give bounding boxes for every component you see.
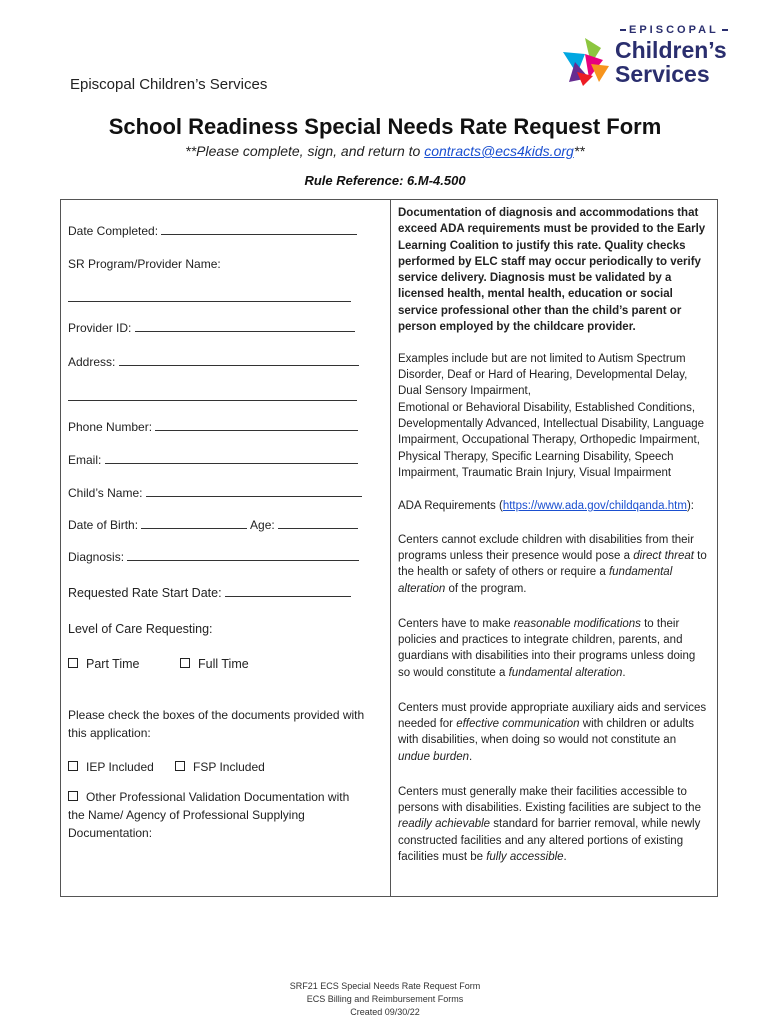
full-time-label: Full Time <box>198 657 249 671</box>
instructions <box>0 143 770 159</box>
rule-reference: Rule Reference: 6.M-4.500 <box>304 173 466 188</box>
fsp-label: FSP Included <box>193 760 265 774</box>
documents-instruction-line1: Please check the boxes of the documents provided with <box>68 708 365 722</box>
iep-label: IEP Included <box>86 760 154 774</box>
column-divider <box>390 199 391 897</box>
address-label: Address: <box>68 355 116 369</box>
colorful-leaves-icon <box>555 32 613 88</box>
part-time-label: Part Time <box>86 657 140 671</box>
provider-id-field[interactable] <box>68 321 355 335</box>
age-label: Age: <box>250 518 275 532</box>
form-title: School Readiness Special Needs Rate Request Form <box>108 114 662 139</box>
instructions-suffix: ** <box>573 143 585 159</box>
footer-category: ECS Billing and Reimbursement Forms <box>306 994 464 1004</box>
age-field[interactable] <box>278 518 358 529</box>
ada-suffix: ): <box>686 500 694 512</box>
logo-episcopal-text: EPISCOPAL <box>617 24 731 36</box>
date-of-birth-label: Date of Birth: <box>68 518 139 532</box>
iep-checkbox[interactable] <box>68 761 78 771</box>
full-time-checkbox[interactable] <box>180 658 190 668</box>
footer-created-date: Created 09/30/22 <box>350 1007 420 1017</box>
part-time-option[interactable] <box>68 657 140 671</box>
other-documentation-label-line2: the Name/ Agency of Professional Supplying <box>68 808 305 822</box>
diagnosis-field[interactable] <box>68 550 359 564</box>
examples-paragraph-2: Emotional or Behavioral Disability, Established Conditions, Developmentally Advanced, Intellectual Disability, Language Impairment, Occupational Therapy, Orthopedic Impairment, Physical Therapy, Specific Learning Disability, Speech Impairment, Traumatic Brain Injury, Visual Impairment <box>398 402 705 479</box>
diagnosis-label: Diagnosis: <box>68 550 125 564</box>
ada-prefix: ADA Requirements ( <box>398 500 503 512</box>
examples-paragraph-1: Examples include but are not limited to Autism Spectrum Disorder, Deaf or Hard of Hearing, Developmental Delay, Dual Sensory Impairment, <box>398 353 688 398</box>
ada-paragraph-1: Centers cannot exclude children with disabilities from their programs unless their presence would pose a direct threat to the health or safety of others or require a fundamental alteration of the program. <box>398 534 707 595</box>
date-completed-field[interactable] <box>68 224 357 238</box>
ada-link[interactable]: https://www.ada.gov/childqanda.htm <box>502 500 687 512</box>
rate-start-date-label: Requested Rate Start Date: <box>68 586 222 600</box>
phone-number-field[interactable] <box>68 420 358 434</box>
logo-services-text: Services <box>615 61 710 87</box>
address-line2-field[interactable] <box>68 390 357 404</box>
date-completed-label: Date Completed: <box>68 224 159 238</box>
footer-form-id: SRF21 ECS Special Needs Rate Request Form <box>289 981 481 991</box>
part-time-checkbox[interactable] <box>68 658 78 668</box>
contact-email-link[interactable]: contracts@ecs4kids.org <box>424 143 574 159</box>
full-time-option[interactable] <box>180 657 249 671</box>
ada-paragraph-2: Centers have to make reasonable modifications to their policies and practices to integrate children, parents, and guardians with disabilities into their programs unless doing so would constitute a fundamental alteration. <box>398 618 696 679</box>
fsp-option[interactable] <box>175 760 265 774</box>
email-label: Email: <box>68 453 102 467</box>
documents-instruction-line2: this application: <box>68 726 151 740</box>
provider-name-field[interactable] <box>68 291 351 305</box>
documentation-requirement: Documentation of diagnosis and accommodations that exceed ADA requirements must be provided to the Early Learning Coalition to justify this rate. Quality checks performed by ELC staff may occur periodically to verify service delivery. Diagnosis must be validated by a licensed health, mental health, education or social service professional other than the child’s parent or person employed by the childcare provider. <box>398 207 706 334</box>
provider-name-label: SR Program/Provider Name: <box>68 257 221 271</box>
instructions-prefix: **Please complete, sign, and return to <box>185 143 425 159</box>
child-name-label: Child’s Name: <box>68 486 143 500</box>
email-field[interactable] <box>68 453 358 467</box>
ecs-logo <box>555 24 727 92</box>
other-documentation-option[interactable] <box>68 790 349 804</box>
date-of-birth-field[interactable] <box>68 518 358 532</box>
other-documentation-checkbox[interactable] <box>68 791 78 801</box>
ada-paragraph-4: Centers must generally make their facilities accessible to persons with disabilities. Existing facilities are subject to the readily achievable standard for barrier removal, while newly constructed facilities and any altered portions of existing facilities must be fully accessible. <box>398 786 701 863</box>
fsp-checkbox[interactable] <box>175 761 185 771</box>
iep-option[interactable] <box>68 760 154 774</box>
child-name-field[interactable] <box>68 486 362 500</box>
phone-number-label: Phone Number: <box>68 420 153 434</box>
provider-id-label: Provider ID: <box>68 321 132 335</box>
organization-name: Episcopal Children’s Services <box>70 76 268 93</box>
other-documentation-label-line1: Other Professional Validation Documentation with <box>86 790 350 804</box>
rate-start-date-field[interactable] <box>68 586 351 600</box>
other-documentation-label-line3: Documentation: <box>68 826 153 840</box>
level-of-care-label: Level of Care Requesting: <box>68 622 213 636</box>
ada-requirements <box>398 498 710 514</box>
ada-paragraph-3: Centers must provide appropriate auxiliary aids and services needed for effective communication with children or adults with disabilities, when doing so would not constitute an undue burden. <box>398 702 707 763</box>
logo-childrens-text: Children’s <box>615 37 727 63</box>
address-field[interactable] <box>68 355 359 369</box>
